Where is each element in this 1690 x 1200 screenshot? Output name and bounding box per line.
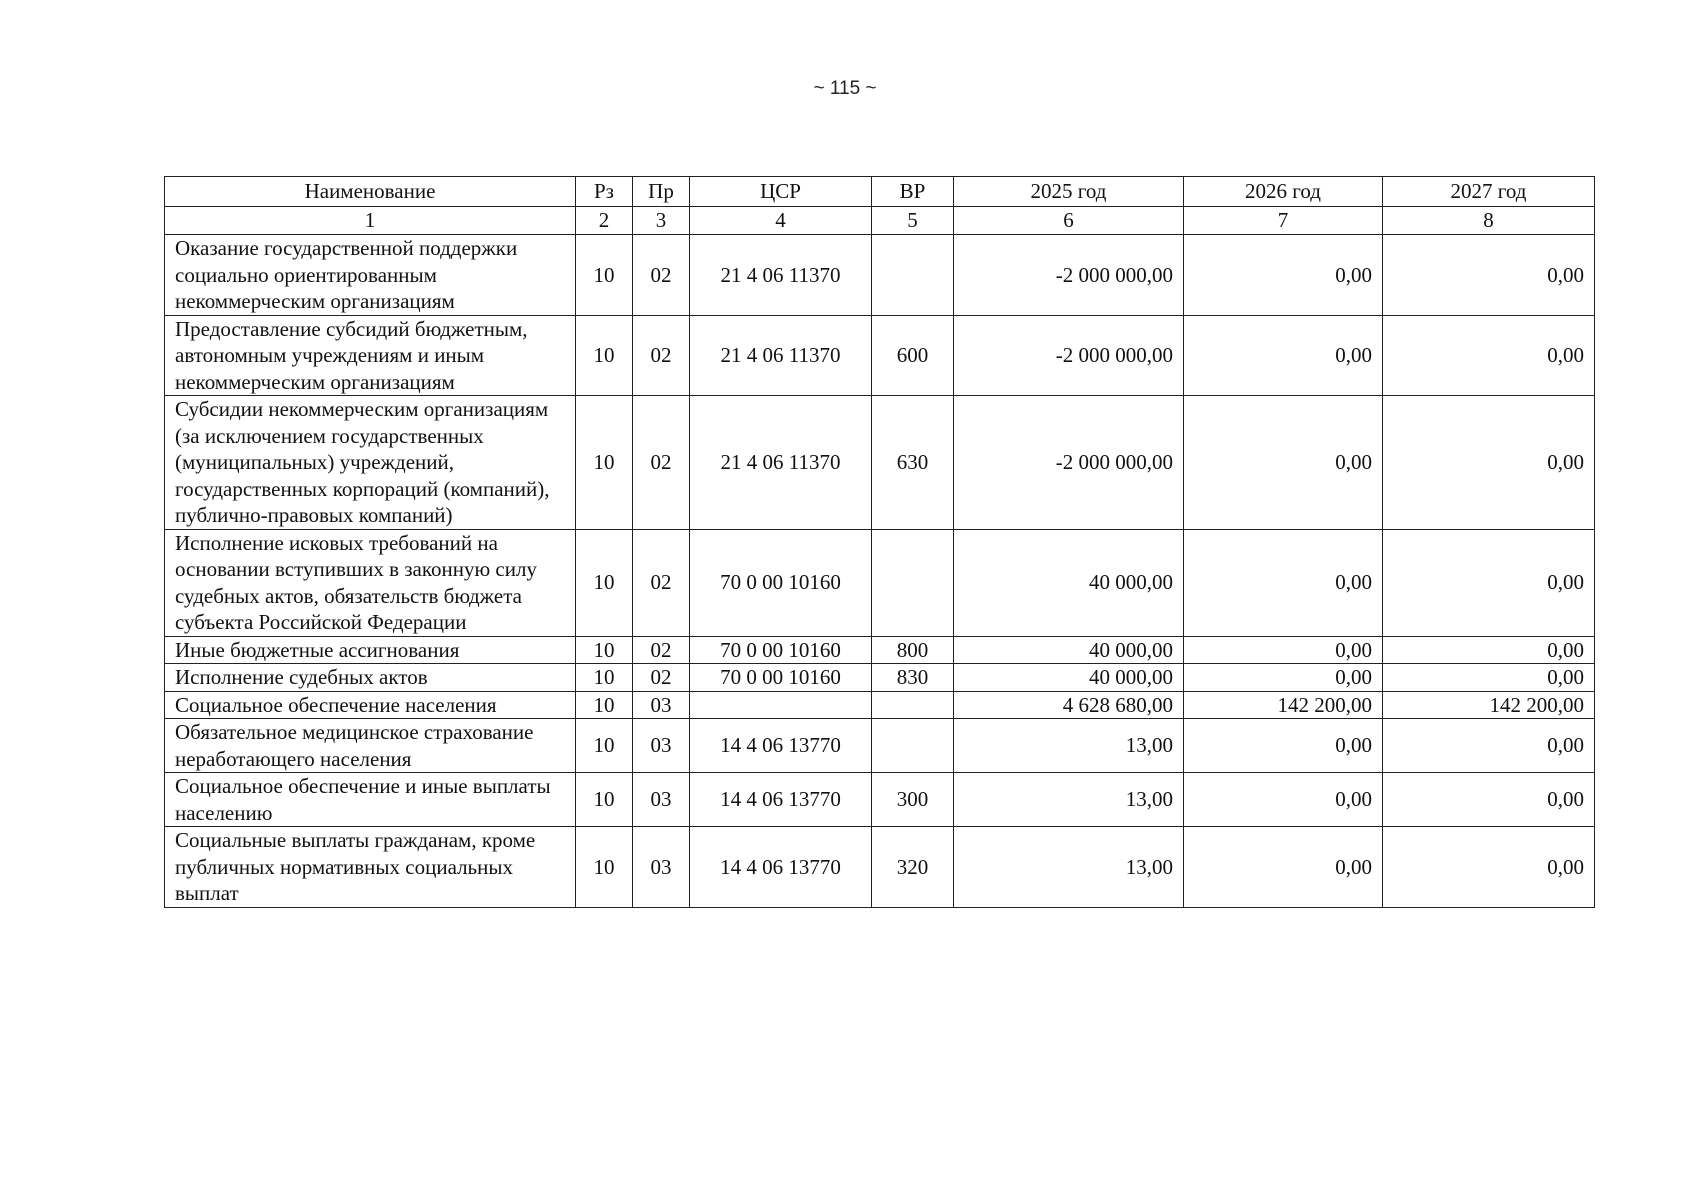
table-row — [165, 315, 1595, 396]
table-row — [165, 529, 1595, 636]
row-name: Обязательное медицинское страхование неработающего населения — [165, 719, 576, 773]
row-vr: 300 — [872, 773, 954, 827]
column-number: 2 — [576, 207, 633, 235]
row-pr: 03 — [633, 827, 690, 908]
row-amount-2025: -2 000 000,00 — [954, 396, 1184, 530]
row-amount-2025: 13,00 — [954, 773, 1184, 827]
header-pr: Пр — [633, 177, 690, 207]
column-number: 1 — [165, 207, 576, 235]
row-rz: 10 — [576, 529, 633, 636]
row-amount-2027: 0,00 — [1383, 315, 1595, 396]
row-amount-2027: 0,00 — [1383, 773, 1595, 827]
row-vr: 320 — [872, 827, 954, 908]
row-csr: 70 0 00 10160 — [690, 636, 872, 664]
table-row — [165, 664, 1595, 692]
row-pr: 03 — [633, 719, 690, 773]
row-rz: 10 — [576, 719, 633, 773]
row-csr: 14 4 06 13770 — [690, 719, 872, 773]
column-number: 4 — [690, 207, 872, 235]
header-2027: 2027 год — [1383, 177, 1595, 207]
row-amount-2027: 0,00 — [1383, 664, 1595, 692]
column-number: 3 — [633, 207, 690, 235]
row-vr: 830 — [872, 664, 954, 692]
row-pr: 02 — [633, 396, 690, 530]
row-amount-2025: 4 628 680,00 — [954, 691, 1184, 719]
budget-table — [164, 176, 1595, 908]
row-vr — [872, 691, 954, 719]
row-amount-2025: 40 000,00 — [954, 636, 1184, 664]
header-vr: ВР — [872, 177, 954, 207]
row-vr: 630 — [872, 396, 954, 530]
page-number: ~ 115 ~ — [813, 78, 877, 99]
row-name: Оказание государственной поддержки социально ориентированным некоммерческим организациям — [165, 235, 576, 316]
column-number: 6 — [954, 207, 1184, 235]
row-amount-2026: 0,00 — [1184, 773, 1383, 827]
row-name: Социальные выплаты гражданам, кроме публичных нормативных социальных выплат — [165, 827, 576, 908]
row-name: Социальное обеспечение и иные выплаты населению — [165, 773, 576, 827]
row-rz: 10 — [576, 691, 633, 719]
row-amount-2026: 0,00 — [1184, 396, 1383, 530]
row-rz: 10 — [576, 827, 633, 908]
row-name: Социальное обеспечение населения — [165, 691, 576, 719]
row-name: Исполнение судебных актов — [165, 664, 576, 692]
row-pr: 03 — [633, 773, 690, 827]
row-csr: 21 4 06 11370 — [690, 315, 872, 396]
row-pr: 02 — [633, 664, 690, 692]
row-amount-2026: 0,00 — [1184, 719, 1383, 773]
row-pr: 02 — [633, 315, 690, 396]
row-pr: 02 — [633, 636, 690, 664]
row-amount-2026: 0,00 — [1184, 529, 1383, 636]
row-vr: 600 — [872, 315, 954, 396]
row-amount-2025: 13,00 — [954, 827, 1184, 908]
header-rz: Рз — [576, 177, 633, 207]
row-name: Предоставление субсидий бюджетным, автономным учреждениям и иным некоммерческим организациям — [165, 315, 576, 396]
row-vr: 800 — [872, 636, 954, 664]
table-row — [165, 773, 1595, 827]
row-amount-2025: -2 000 000,00 — [954, 315, 1184, 396]
table-row — [165, 235, 1595, 316]
row-amount-2025: 40 000,00 — [954, 529, 1184, 636]
row-amount-2026: 0,00 — [1184, 827, 1383, 908]
header-2026: 2026 год — [1184, 177, 1383, 207]
row-name: Субсидии некоммерческим организациям (за исключением государственных (муниципальных) учреждений, государственных корпораций (компаний), публично-правовых компаний) — [165, 396, 576, 530]
row-rz: 10 — [576, 315, 633, 396]
row-csr: 70 0 00 10160 — [690, 664, 872, 692]
table-row — [165, 396, 1595, 530]
row-name: Иные бюджетные ассигнования — [165, 636, 576, 664]
row-vr — [872, 719, 954, 773]
row-amount-2027: 0,00 — [1383, 529, 1595, 636]
row-rz: 10 — [576, 396, 633, 530]
row-csr: 21 4 06 11370 — [690, 235, 872, 316]
row-amount-2027: 0,00 — [1383, 719, 1595, 773]
row-vr — [872, 529, 954, 636]
row-amount-2027: 0,00 — [1383, 396, 1595, 530]
row-amount-2025: 40 000,00 — [954, 664, 1184, 692]
row-csr — [690, 691, 872, 719]
table-row — [165, 691, 1595, 719]
row-csr: 14 4 06 13770 — [690, 773, 872, 827]
row-amount-2026: 0,00 — [1184, 315, 1383, 396]
row-csr: 21 4 06 11370 — [690, 396, 872, 530]
row-csr: 14 4 06 13770 — [690, 827, 872, 908]
row-amount-2026: 0,00 — [1184, 636, 1383, 664]
table-row — [165, 636, 1595, 664]
row-amount-2026: 0,00 — [1184, 235, 1383, 316]
table-row — [165, 719, 1595, 773]
column-number: 5 — [872, 207, 954, 235]
row-vr — [872, 235, 954, 316]
row-rz: 10 — [576, 235, 633, 316]
row-amount-2027: 0,00 — [1383, 636, 1595, 664]
table-row — [165, 827, 1595, 908]
row-amount-2025: -2 000 000,00 — [954, 235, 1184, 316]
header-name: Наименование — [165, 177, 576, 207]
row-amount-2025: 13,00 — [954, 719, 1184, 773]
column-number: 7 — [1184, 207, 1383, 235]
header-2025: 2025 год — [954, 177, 1184, 207]
row-amount-2026: 0,00 — [1184, 664, 1383, 692]
row-name: Исполнение исковых требований на основании вступивших в законную силу судебных актов, обязательств бюджета субъекта Российской Федерации — [165, 529, 576, 636]
header-csr: ЦСР — [690, 177, 872, 207]
row-pr: 02 — [633, 235, 690, 316]
row-pr: 03 — [633, 691, 690, 719]
row-amount-2027: 0,00 — [1383, 827, 1595, 908]
row-amount-2027: 0,00 — [1383, 235, 1595, 316]
row-rz: 10 — [576, 636, 633, 664]
row-pr: 02 — [633, 529, 690, 636]
row-amount-2026: 142 200,00 — [1184, 691, 1383, 719]
row-csr: 70 0 00 10160 — [690, 529, 872, 636]
header-row — [165, 177, 1595, 207]
row-rz: 10 — [576, 773, 633, 827]
column-number-row — [165, 207, 1595, 235]
column-number: 8 — [1383, 207, 1595, 235]
row-rz: 10 — [576, 664, 633, 692]
row-amount-2027: 142 200,00 — [1383, 691, 1595, 719]
